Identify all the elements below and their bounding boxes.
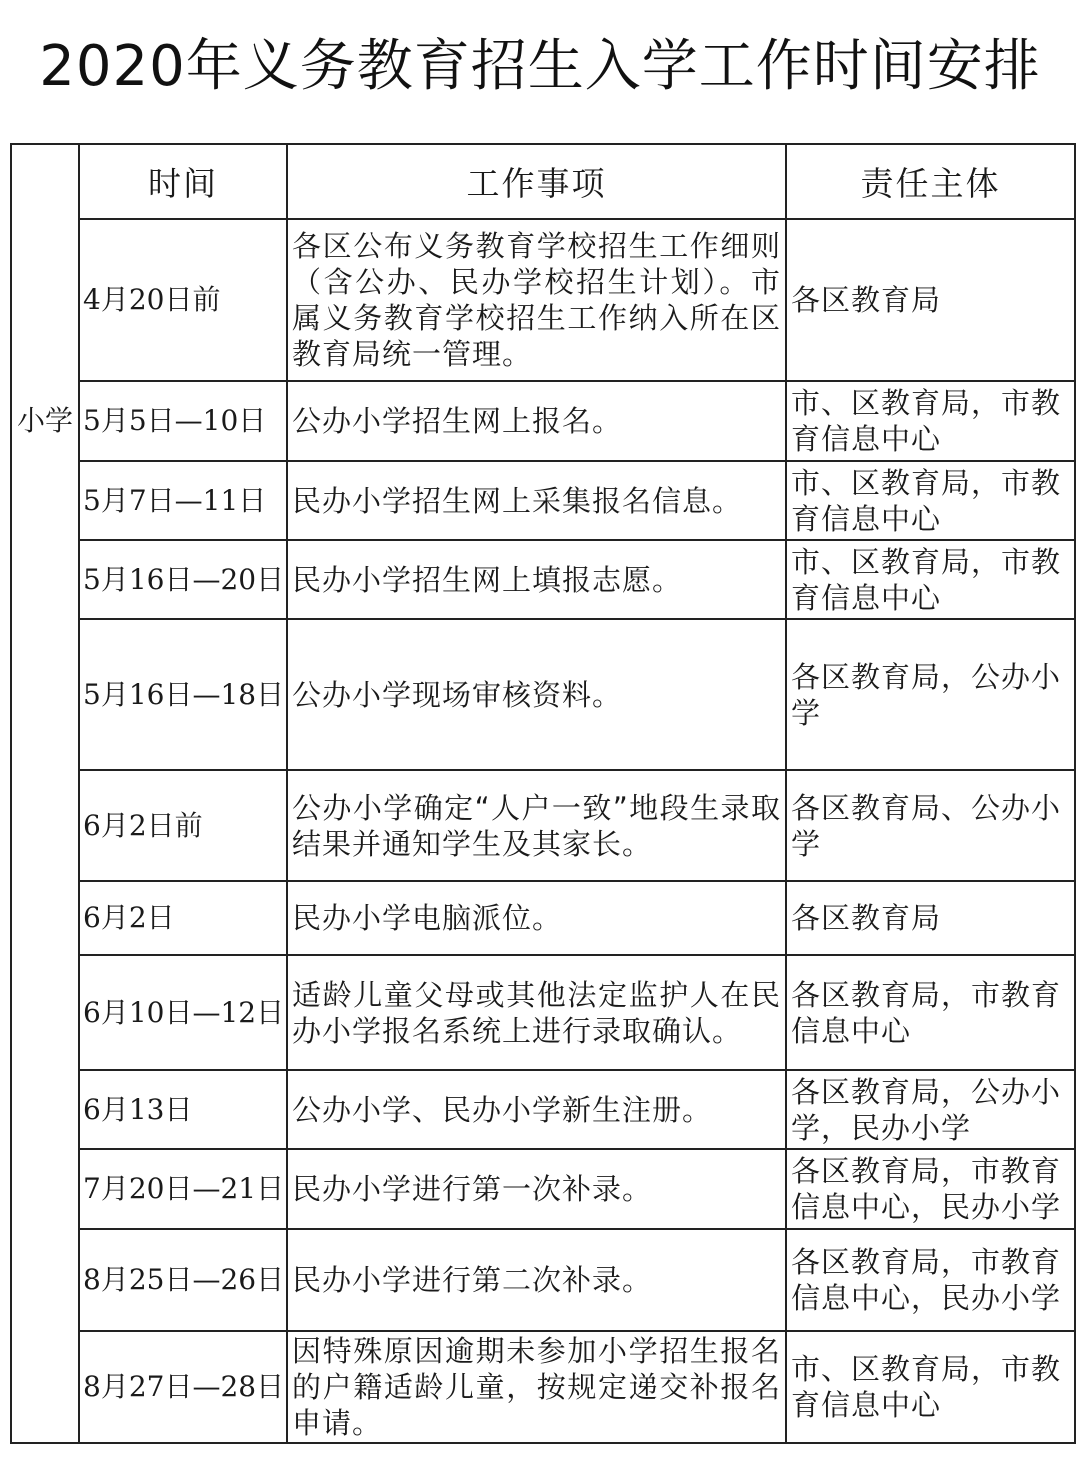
category-cell — [11, 1070, 79, 1149]
item-cell: 适龄儿童父母或其他法定监护人在民办小学报名系统上进行录取确认。 — [287, 955, 786, 1070]
table-row — [11, 219, 1075, 381]
time-cell: 5月16日—18日 — [79, 619, 287, 770]
category-cell — [11, 770, 79, 881]
category-cell — [11, 1149, 79, 1229]
time-cell: 5月5日—10日 — [79, 381, 287, 461]
time-cell: 7月20日—21日 — [79, 1149, 287, 1229]
owner-cell: 市、区教育局，市教育信息中心 — [786, 381, 1075, 461]
time-cell: 6月2日 — [79, 881, 287, 955]
item-cell: 公办小学确定“人户一致”地段生录取结果并通知学生及其家长。 — [287, 770, 786, 881]
category-cell — [11, 1229, 79, 1331]
table-row — [11, 955, 1075, 1070]
header-category-cell — [11, 144, 79, 219]
time-cell: 4月20日前 — [79, 219, 287, 381]
category-cell — [11, 619, 79, 770]
table-row — [11, 1149, 1075, 1229]
page-title: 2020年义务教育招生入学工作时间安排 — [39, 34, 1041, 99]
table-row — [11, 381, 1075, 461]
item-cell: 各区公布义务教育学校招生工作细则（含公办、民办学校招生计划）。市属义务教育学校招生工作纳入所在区教育局统一管理。 — [287, 219, 786, 381]
category-label: 小学 — [11, 381, 79, 461]
owner-cell: 各区教育局，市教育信息中心 — [786, 955, 1075, 1070]
table-row — [11, 881, 1075, 955]
time-cell: 6月13日 — [79, 1070, 287, 1149]
time-cell: 5月16日—20日 — [79, 540, 287, 619]
item-cell: 公办小学招生网上报名。 — [287, 381, 786, 461]
time-cell: 8月25日—26日 — [79, 1229, 287, 1331]
time-cell: 6月2日前 — [79, 770, 287, 881]
table-row — [11, 770, 1075, 881]
category-cell — [11, 540, 79, 619]
owner-cell: 各区教育局、公办小学 — [786, 770, 1075, 881]
owner-cell: 市、区教育局，市教育信息中心 — [786, 461, 1075, 540]
time-cell: 8月27日—28日 — [79, 1331, 287, 1443]
header-row — [11, 144, 1075, 219]
item-cell: 民办小学电脑派位。 — [287, 881, 786, 955]
time-cell: 5月7日—11日 — [79, 461, 287, 540]
owner-cell: 各区教育局，市教育信息中心，民办小学 — [786, 1229, 1075, 1331]
owner-cell: 各区教育局 — [786, 881, 1075, 955]
item-cell: 民办小学招生网上填报志愿。 — [287, 540, 786, 619]
schedule-table — [10, 143, 1076, 1444]
item-cell: 民办小学进行第二次补录。 — [287, 1229, 786, 1331]
owner-cell: 市、区教育局，市教育信息中心 — [786, 1331, 1075, 1443]
header-item: 工作事项 — [287, 144, 786, 219]
table-row — [11, 1331, 1075, 1443]
item-cell: 民办小学进行第一次补录。 — [287, 1149, 786, 1229]
owner-cell: 各区教育局 — [786, 219, 1075, 381]
category-cell — [11, 955, 79, 1070]
item-cell: 民办小学招生网上采集报名信息。 — [287, 461, 786, 540]
owner-cell: 市、区教育局，市教育信息中心 — [786, 540, 1075, 619]
category-cell — [11, 1331, 79, 1443]
item-cell: 公办小学、民办小学新生注册。 — [287, 1070, 786, 1149]
time-cell: 6月10日—12日 — [79, 955, 287, 1070]
owner-cell: 各区教育局，市教育信息中心，民办小学 — [786, 1149, 1075, 1229]
item-cell: 因特殊原因逾期未参加小学招生报名的户籍适龄儿童，按规定递交补报名申请。 — [287, 1331, 786, 1443]
category-cell — [11, 461, 79, 540]
table-row — [11, 1229, 1075, 1331]
header-time: 时间 — [79, 144, 287, 219]
table-row — [11, 540, 1075, 619]
category-cell — [11, 881, 79, 955]
item-cell: 公办小学现场审核资料。 — [287, 619, 786, 770]
header-owner: 责任主体 — [786, 144, 1075, 219]
table-row — [11, 619, 1075, 770]
table-row — [11, 1070, 1075, 1149]
category-cell — [11, 219, 79, 381]
owner-cell: 各区教育局，公办小学 — [786, 619, 1075, 770]
table-row — [11, 461, 1075, 540]
owner-cell: 各区教育局，公办小学，民办小学 — [786, 1070, 1075, 1149]
